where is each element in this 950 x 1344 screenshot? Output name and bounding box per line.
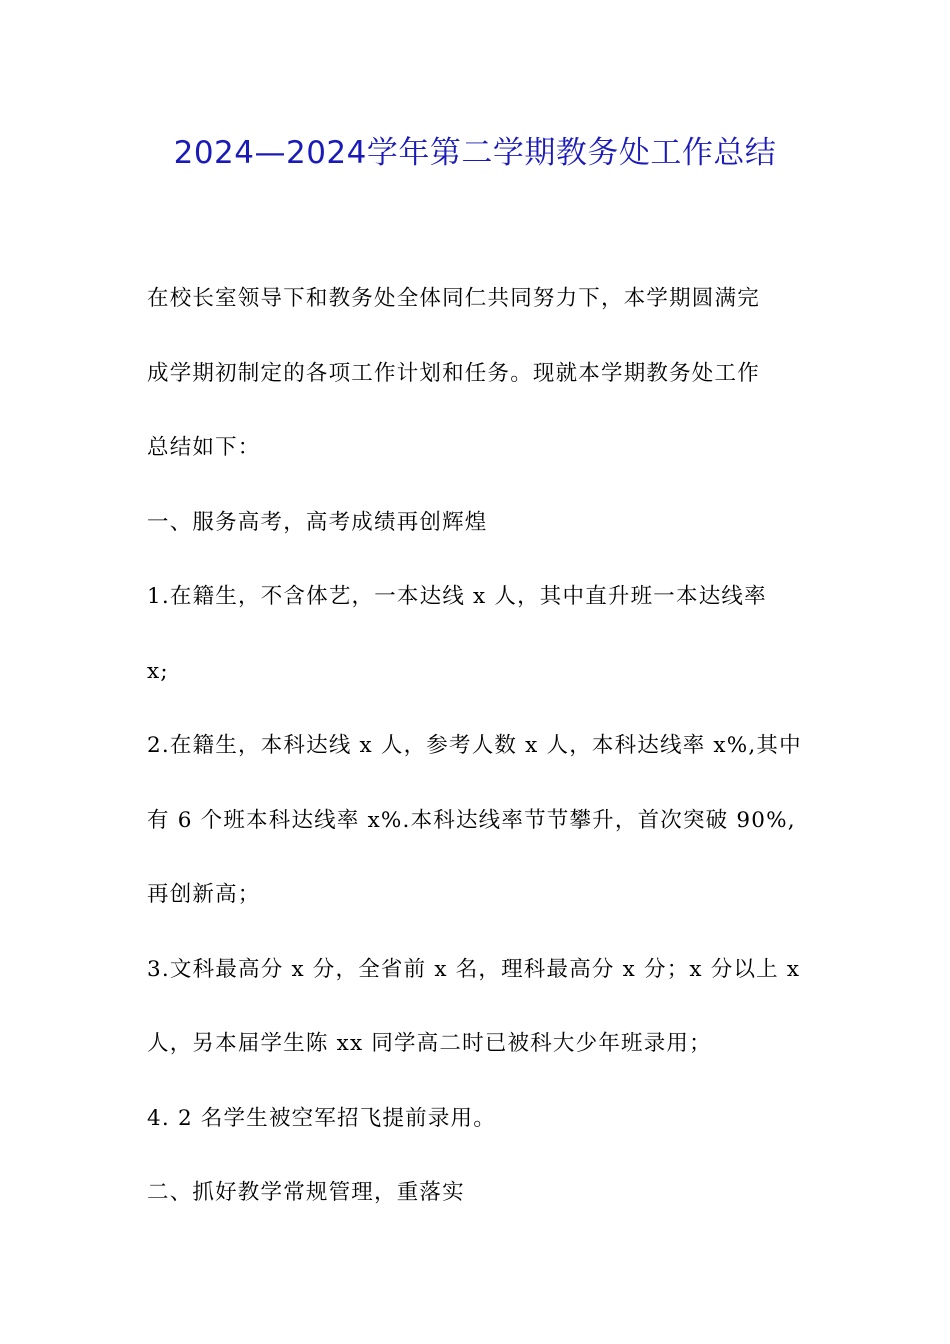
list-item-line: 人，另本届学生陈 xx 同学高二时已被科大少年班录用； xyxy=(147,1031,712,1056)
list-item-line: 2.在籍生，本科达线 x 人，参考人数 x 人，本科达线率 x%,其中 xyxy=(147,733,802,758)
section-heading: 二、抓好教学常规管理，重落实 xyxy=(147,1180,465,1205)
paragraph-line: 总结如下： xyxy=(147,435,261,460)
paragraph-line: 在校长室领导下和教务处全体同仁共同努力下，本学期圆满完 xyxy=(147,286,760,311)
paragraph-line: 成学期初制定的各项工作计划和任务。现就本学期教务处工作 xyxy=(147,360,760,386)
list-item-line: 有 6 个班本科达线率 x%.本科达线率节节攀升，首次突破 90%, xyxy=(147,807,796,833)
list-item-line: 4. 2 名学生被空军招飞提前录用。 xyxy=(147,1105,496,1131)
document-title: 2024—2024学年第二学期教务处工作总结 xyxy=(173,135,777,171)
section-heading: 一、服务高考，高考成绩再创辉煌 xyxy=(147,509,488,535)
document-body xyxy=(147,262,812,1231)
list-item-line: x; xyxy=(147,658,169,684)
list-item-line: 1.在籍生，不含体艺，一本达线 x 人，其中直升班一本达线率 xyxy=(147,584,767,609)
list-item-line: 3.文科最高分 x 分，全省前 x 名，理科最高分 x 分；x 分以上 x xyxy=(147,956,801,982)
list-item-line: 再创新高； xyxy=(147,882,261,907)
